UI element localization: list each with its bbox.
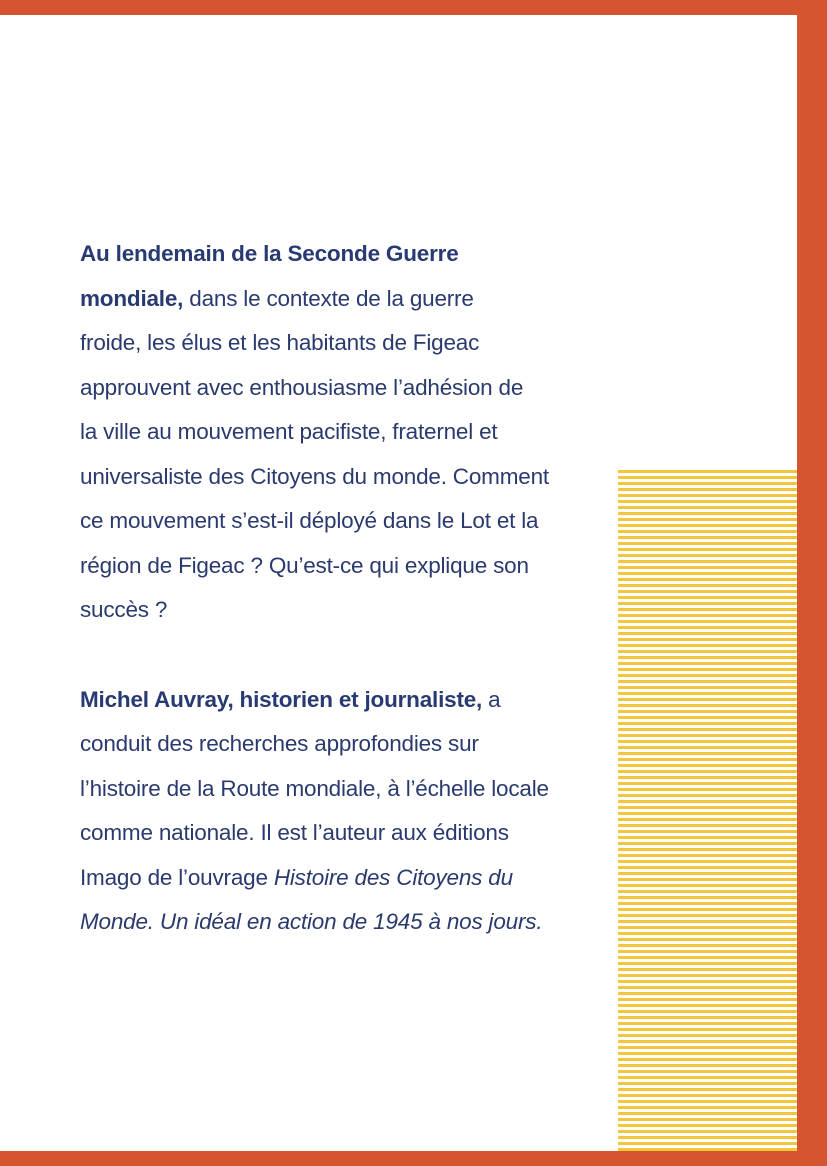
intro-line8: région de Figeac ? Qu’est-ce qui explique son — [80, 552, 529, 578]
intro-line7: ce mouvement s’est-il déployé dans le Lot et la — [80, 508, 539, 533]
intro-line3: froide, les élus et les habitants de Figeac — [80, 330, 480, 355]
author-line3: l’histoire de la Route mondiale, à l’échelle locale — [80, 775, 549, 801]
intro-line2-rest: dans le contexte de la guerre — [183, 285, 474, 311]
intro-paragraph — [80, 232, 680, 633]
intro-line4: approuvent avec enthousiasme l’adhésion de — [80, 374, 524, 400]
author-line5-plain: Imago de l’ouvrage — [80, 864, 274, 890]
author-line6-italic: Monde. Un idéal en action de 1945 à nos jours. — [80, 909, 543, 934]
author-line4: comme nationale. Il est l’auteur aux éditions — [80, 820, 509, 845]
body-text — [80, 232, 680, 990]
page — [0, 15, 797, 1151]
intro-bold-line1: Au lendemain de la Seconde Guerre — [80, 241, 459, 266]
author-paragraph — [80, 678, 680, 945]
intro-line5: la ville au mouvement pacifiste, fraternel et — [80, 419, 498, 444]
author-line2: conduit des recherches approfondies sur — [80, 731, 479, 756]
author-line1-rest: a — [482, 686, 501, 712]
author-line5-italic: Histoire des Citoyens du — [273, 864, 513, 890]
author-bold-line1: Michel Auvray, historien et journaliste, — [80, 686, 483, 712]
intro-line9: succès ? — [80, 597, 168, 622]
intro-bold-line2: mondiale, — [80, 285, 184, 311]
intro-line6: universaliste des Citoyens du monde. Comment — [80, 463, 549, 489]
